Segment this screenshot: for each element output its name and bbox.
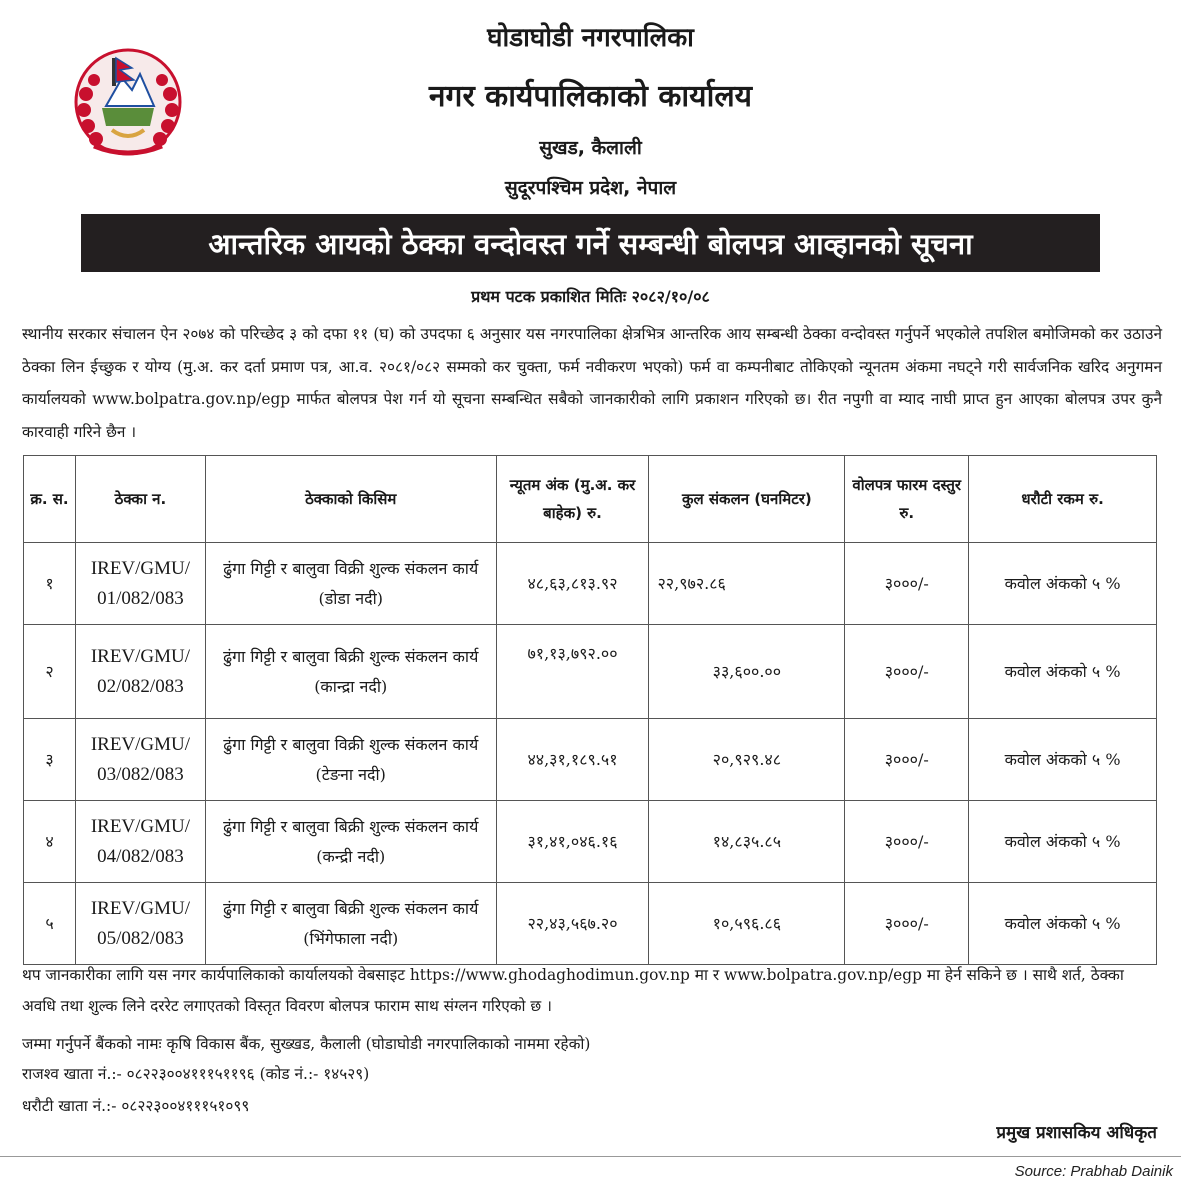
deposit-account-line: धरौटी खाता नं.:- ०८२२३००४१११५१०९९ (22, 1097, 250, 1115)
signatory-title: प्रमुख प्रशासकिय अधिकृत (996, 1123, 1157, 1143)
cell-deposit: कवोल अंकको ५ % (969, 801, 1157, 883)
cell-contract-type: ढुंगा गिट्टी र बालुवा विक्री शुल्क संकलन कार्य (टेङना नदी) (205, 719, 496, 801)
cell-form-fee: ३०००/- (845, 883, 969, 965)
table-header-row (24, 456, 1157, 543)
revenue-account-line: राजश्व खाता नं.:- ०८२२३००४१११५११९६ (कोड नं.:- १४५२९) (22, 1065, 370, 1083)
municipality-name: घोडाघोडी नगरपालिका (487, 23, 694, 53)
cell-serial: ४ (24, 801, 76, 883)
cell-contract-type: ढुंगा गिट्टी र बालुवा बिक्री शुल्क संकलन कार्य (भिंगेफाला नदी) (205, 883, 496, 965)
cell-min-amount: ३१,४१,०४६.१६ (496, 801, 649, 883)
cell-deposit: कवोल अंकको ५ % (969, 719, 1157, 801)
cell-total-volume: १४,८३५.८५ (649, 801, 845, 883)
intro-paragraph: स्थानीय सरकार संचालन ऐन २०७४ को परिच्छेद ३ को दफा ११ (घ) को उपदफा ६ अनुसार यस नगरपालिका क्षेत्रभित्र आन्तरिक आय सम्बन्धी ठेक्का वन्दोवस्त गर्नुपर्ने भएकोले तपशिल बमोजिमको कर उठाउने ठेक्का लिन ईच्छुक र योग्य (मु.अ. कर दर्ता प्रमाण पत्र, आ.व. २०८१/०८२ सम्मको कर चुक्ता, फर्म नवीकरण भएको) फर्म वा कम्पनीबाट तोकिएको न्यूनतम अंकमा नघट्ने गरी सार्वजनिक खरिद अनुगमन कार्यालयको www.bolpatra.gov.np/egp मार्फत बोलपत्र पेश गर्न यो सूचना सम्बन्धित सबैको जानकारीको लागि प्रकाशन गरिएको छ। रीत नपुगी वा म्याद नाघी प्राप्त हुन आएका बोलपत्र उपर कुनै कारवाही गरिने छैन । (22, 325, 1162, 441)
header-min-amount: न्यूतम अंक (मु.अ. कर बाहेक) रु. (496, 456, 649, 543)
cell-serial: २ (24, 625, 76, 719)
cell-min-amount: २२,४३,५६७.२० (496, 883, 649, 965)
cell-deposit: कवोल अंकको ५ % (969, 543, 1157, 625)
cell-contract-no: IREV/GMU/ 03/082/083 (75, 719, 205, 801)
table-row (24, 883, 1157, 965)
office-name: नगर कार्यपालिकाको कार्यालय (428, 79, 753, 114)
cell-contract-no: IREV/GMU/ 02/082/083 (75, 625, 205, 719)
cell-deposit: कवोल अंकको ५ % (969, 625, 1157, 719)
cell-deposit: कवोल अंकको ५ % (969, 883, 1157, 965)
source-credit: Source: Prabhab Dainik (1014, 1163, 1173, 1180)
office-location: सुखड, कैलाली (539, 137, 642, 159)
notice-title-banner (81, 214, 1100, 272)
notice-title: आन्तरिक आयको ठेक्का वन्दोवस्त गर्ने सम्बन्धी बोलपत्र आव्हानको सूचना (208, 226, 973, 261)
table-row (24, 625, 1157, 719)
cell-contract-no: IREV/GMU/ 01/082/083 (75, 543, 205, 625)
cell-serial: १ (24, 543, 76, 625)
cell-min-amount: ४४,३१,१८९.५१ (496, 719, 649, 801)
cell-min-amount: ७१,१३,७९२.०० (496, 625, 649, 719)
publication-date: प्रथम पटक प्रकाशित मितिः २०८२/१०/०८ (471, 287, 710, 306)
bank-name-line: जम्मा गर्नुपर्ने बैंकको नामः कृषि विकास बैंक, सुख्खड, कैलाली (घोडाघोडी नगरपालिकाको नाममा रहेको) (22, 1035, 591, 1053)
cell-total-volume: २२,९७२.८६ (649, 543, 845, 625)
table-row (24, 801, 1157, 883)
tender-table (23, 455, 1157, 965)
cell-contract-no: IREV/GMU/ 04/082/083 (75, 801, 205, 883)
cell-form-fee: ३०००/- (845, 543, 969, 625)
cell-form-fee: ३०००/- (845, 625, 969, 719)
cell-total-volume: ३३,६००.०० (649, 625, 845, 719)
header-contract-no: ठेक्का न. (75, 456, 205, 543)
header-serial: क्र. स. (24, 456, 76, 543)
cell-total-volume: १०,५९६.८६ (649, 883, 845, 965)
cell-contract-type: ढुंगा गिट्टी र बालुवा विक्री शुल्क संकलन कार्य (डोडा नदी) (205, 543, 496, 625)
cell-contract-type: ढुंगा गिट्टी र बालुवा बिक्री शुल्क संकलन कार्य (कन्द्री नदी) (205, 801, 496, 883)
header-contract-type: ठेक्काको किसिम (205, 456, 496, 543)
cell-serial: ३ (24, 719, 76, 801)
table-row (24, 543, 1157, 625)
more-info-paragraph: थप जानकारीका लागि यस नगर कार्यपालिकाको कार्यालयको वेबसाइट https://www.ghodaghodimun.gov.np मा र www.bolpatra.gov.np/egp मा हेर्न सकिने छ । साथै शर्त, ठेक्का अवधि तथा शुल्क लिने दररेट लगाएतको विस्तृत विवरण बोलपत्र फाराम साथ संग्लन गरिएको छ । (22, 966, 1124, 1015)
cell-form-fee: ३०००/- (845, 801, 969, 883)
cell-contract-type: ढुंगा गिट्टी र बालुवा बिक्री शुल्क संकलन कार्य (कान्द्रा नदी) (205, 625, 496, 719)
cell-serial: ५ (24, 883, 76, 965)
source-divider (0, 1156, 1181, 1157)
cell-min-amount: ४८,६३,८१३.९२ (496, 543, 649, 625)
cell-contract-no: IREV/GMU/ 05/082/083 (75, 883, 205, 965)
cell-total-volume: २०,९२९.४८ (649, 719, 845, 801)
table-row (24, 719, 1157, 801)
header-total-volume: कुल संकलन (घनमिटर) (649, 456, 845, 543)
header-form-fee: वोलपत्र फारम दस्तुर रु. (845, 456, 969, 543)
province-name: सुदूरपश्चिम प्रदेश, नेपाल (504, 177, 677, 199)
cell-form-fee: ३०००/- (845, 719, 969, 801)
header-deposit: धरौटी रकम रु. (969, 456, 1157, 543)
